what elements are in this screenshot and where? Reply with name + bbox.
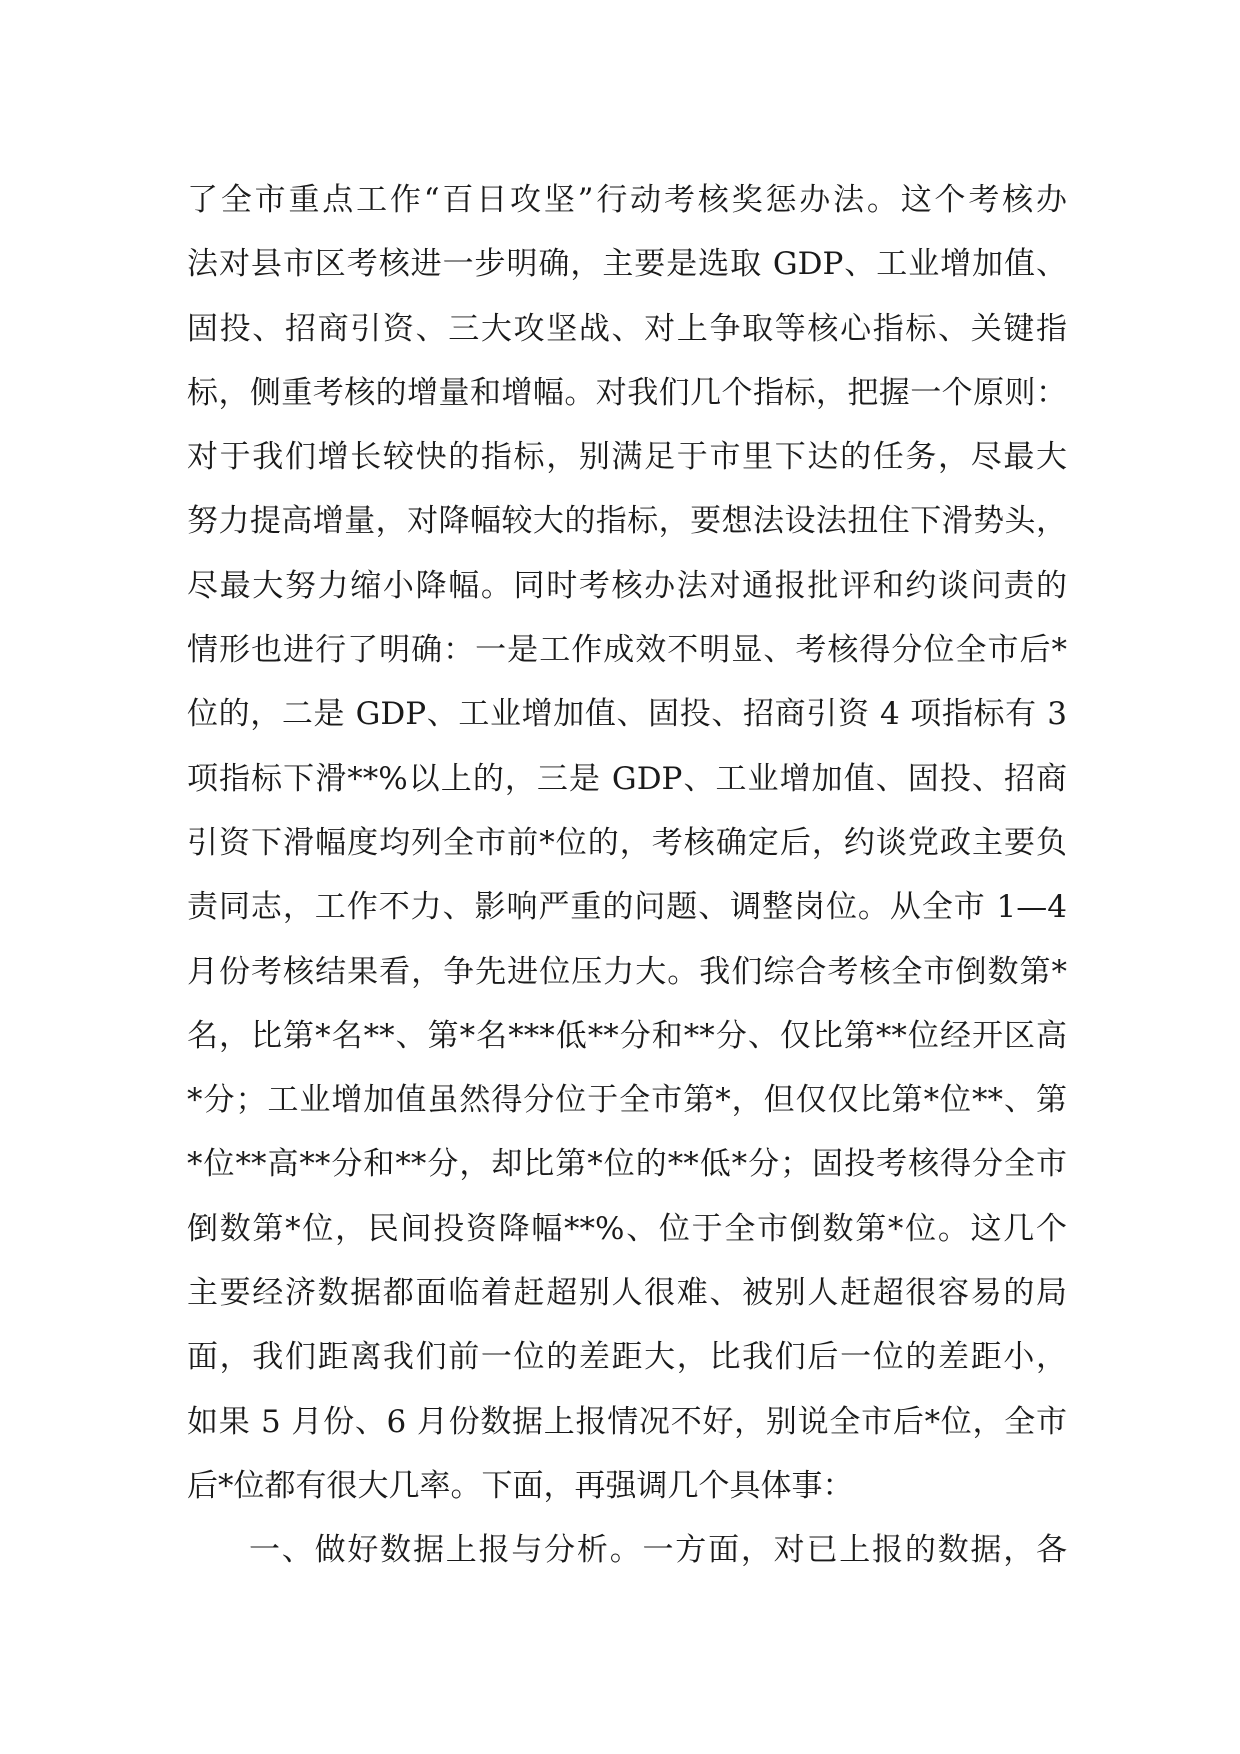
text-line-2: 法对县市区考核进一步明确，主要是选取 GDP、工业增加值、 (187, 246, 1067, 283)
text-line-7: 尽最大努力缩小降幅。同时考核办法对通报批评和约谈问责的 (187, 567, 1067, 604)
text-line-3: 固投、招商引资、三大攻坚战、对上争取等核心指标、关键指 (187, 310, 1067, 347)
text-line-1: 了全市重点工作“百日攻坚”行动考核奖惩办法。这个考核办 (187, 182, 1067, 218)
text-line-10: 项指标下滑**%以上的，三是 GDP、工业增加值、固投、招商 (187, 760, 1067, 797)
text-line-14: 名，比第*名**、第*名***低**分和**分、仅比第**位经开区高 (187, 1017, 1067, 1054)
text-line-11: 引资下滑幅度均列全市前*位的，考核确定后，约谈党政主要负 (187, 824, 1067, 861)
text-line-19: 面，我们距离我们前一位的差距大，比我们后一位的差距小， (187, 1339, 1067, 1376)
text-line-8: 情形也进行了明确：一是工作成效不明显、考核得分位全市后* (187, 632, 1067, 669)
text-line-21: 后*位都有很大几率。下面，再强调几个具体事： (187, 1467, 854, 1504)
text-line-9: 位的，二是 GDP、工业增加值、固投、招商引资 4 项指标有 3 (187, 696, 1067, 733)
text-line-16: *位**高**分和**分，却比第*位的**低*分；固投考核得分全市 (187, 1146, 1067, 1183)
text-line-18: 主要经济数据都面临着赶超别人很难、被别人赶超很容易的局 (187, 1275, 1067, 1312)
text-line-13: 月份考核结果看，争先进位压力大。我们综合考核全市倒数第* (187, 953, 1067, 990)
text-line-4: 标，侧重考核的增量和增幅。对我们几个指标，把握一个原则： (187, 374, 1067, 411)
body-text (187, 168, 1067, 1583)
text-line-12: 责同志，工作不力、影响严重的问题、调整岗位。从全市 1—4 (187, 889, 1067, 926)
text-line-6: 努力提高增量，对降幅较大的指标，要想法设法扭住下滑势头， (187, 503, 1067, 540)
text-line-5: 对于我们增长较快的指标，别满足于市里下达的任务，尽最大 (187, 439, 1067, 476)
text-line-17: 倒数第*位，民间投资降幅**%、位于全市倒数第*位。这几个 (187, 1210, 1067, 1247)
section-heading-line: 一、做好数据上报与分析。一方面，对已上报的数据，各 (249, 1532, 1067, 1569)
text-line-20: 如果 5 月份、6 月份数据上报情况不好，别说全市后*位，全市 (187, 1403, 1067, 1440)
text-line-15: *分；工业增加值虽然得分位于全市第*，但仅仅比第*位**、第 (187, 1082, 1067, 1119)
